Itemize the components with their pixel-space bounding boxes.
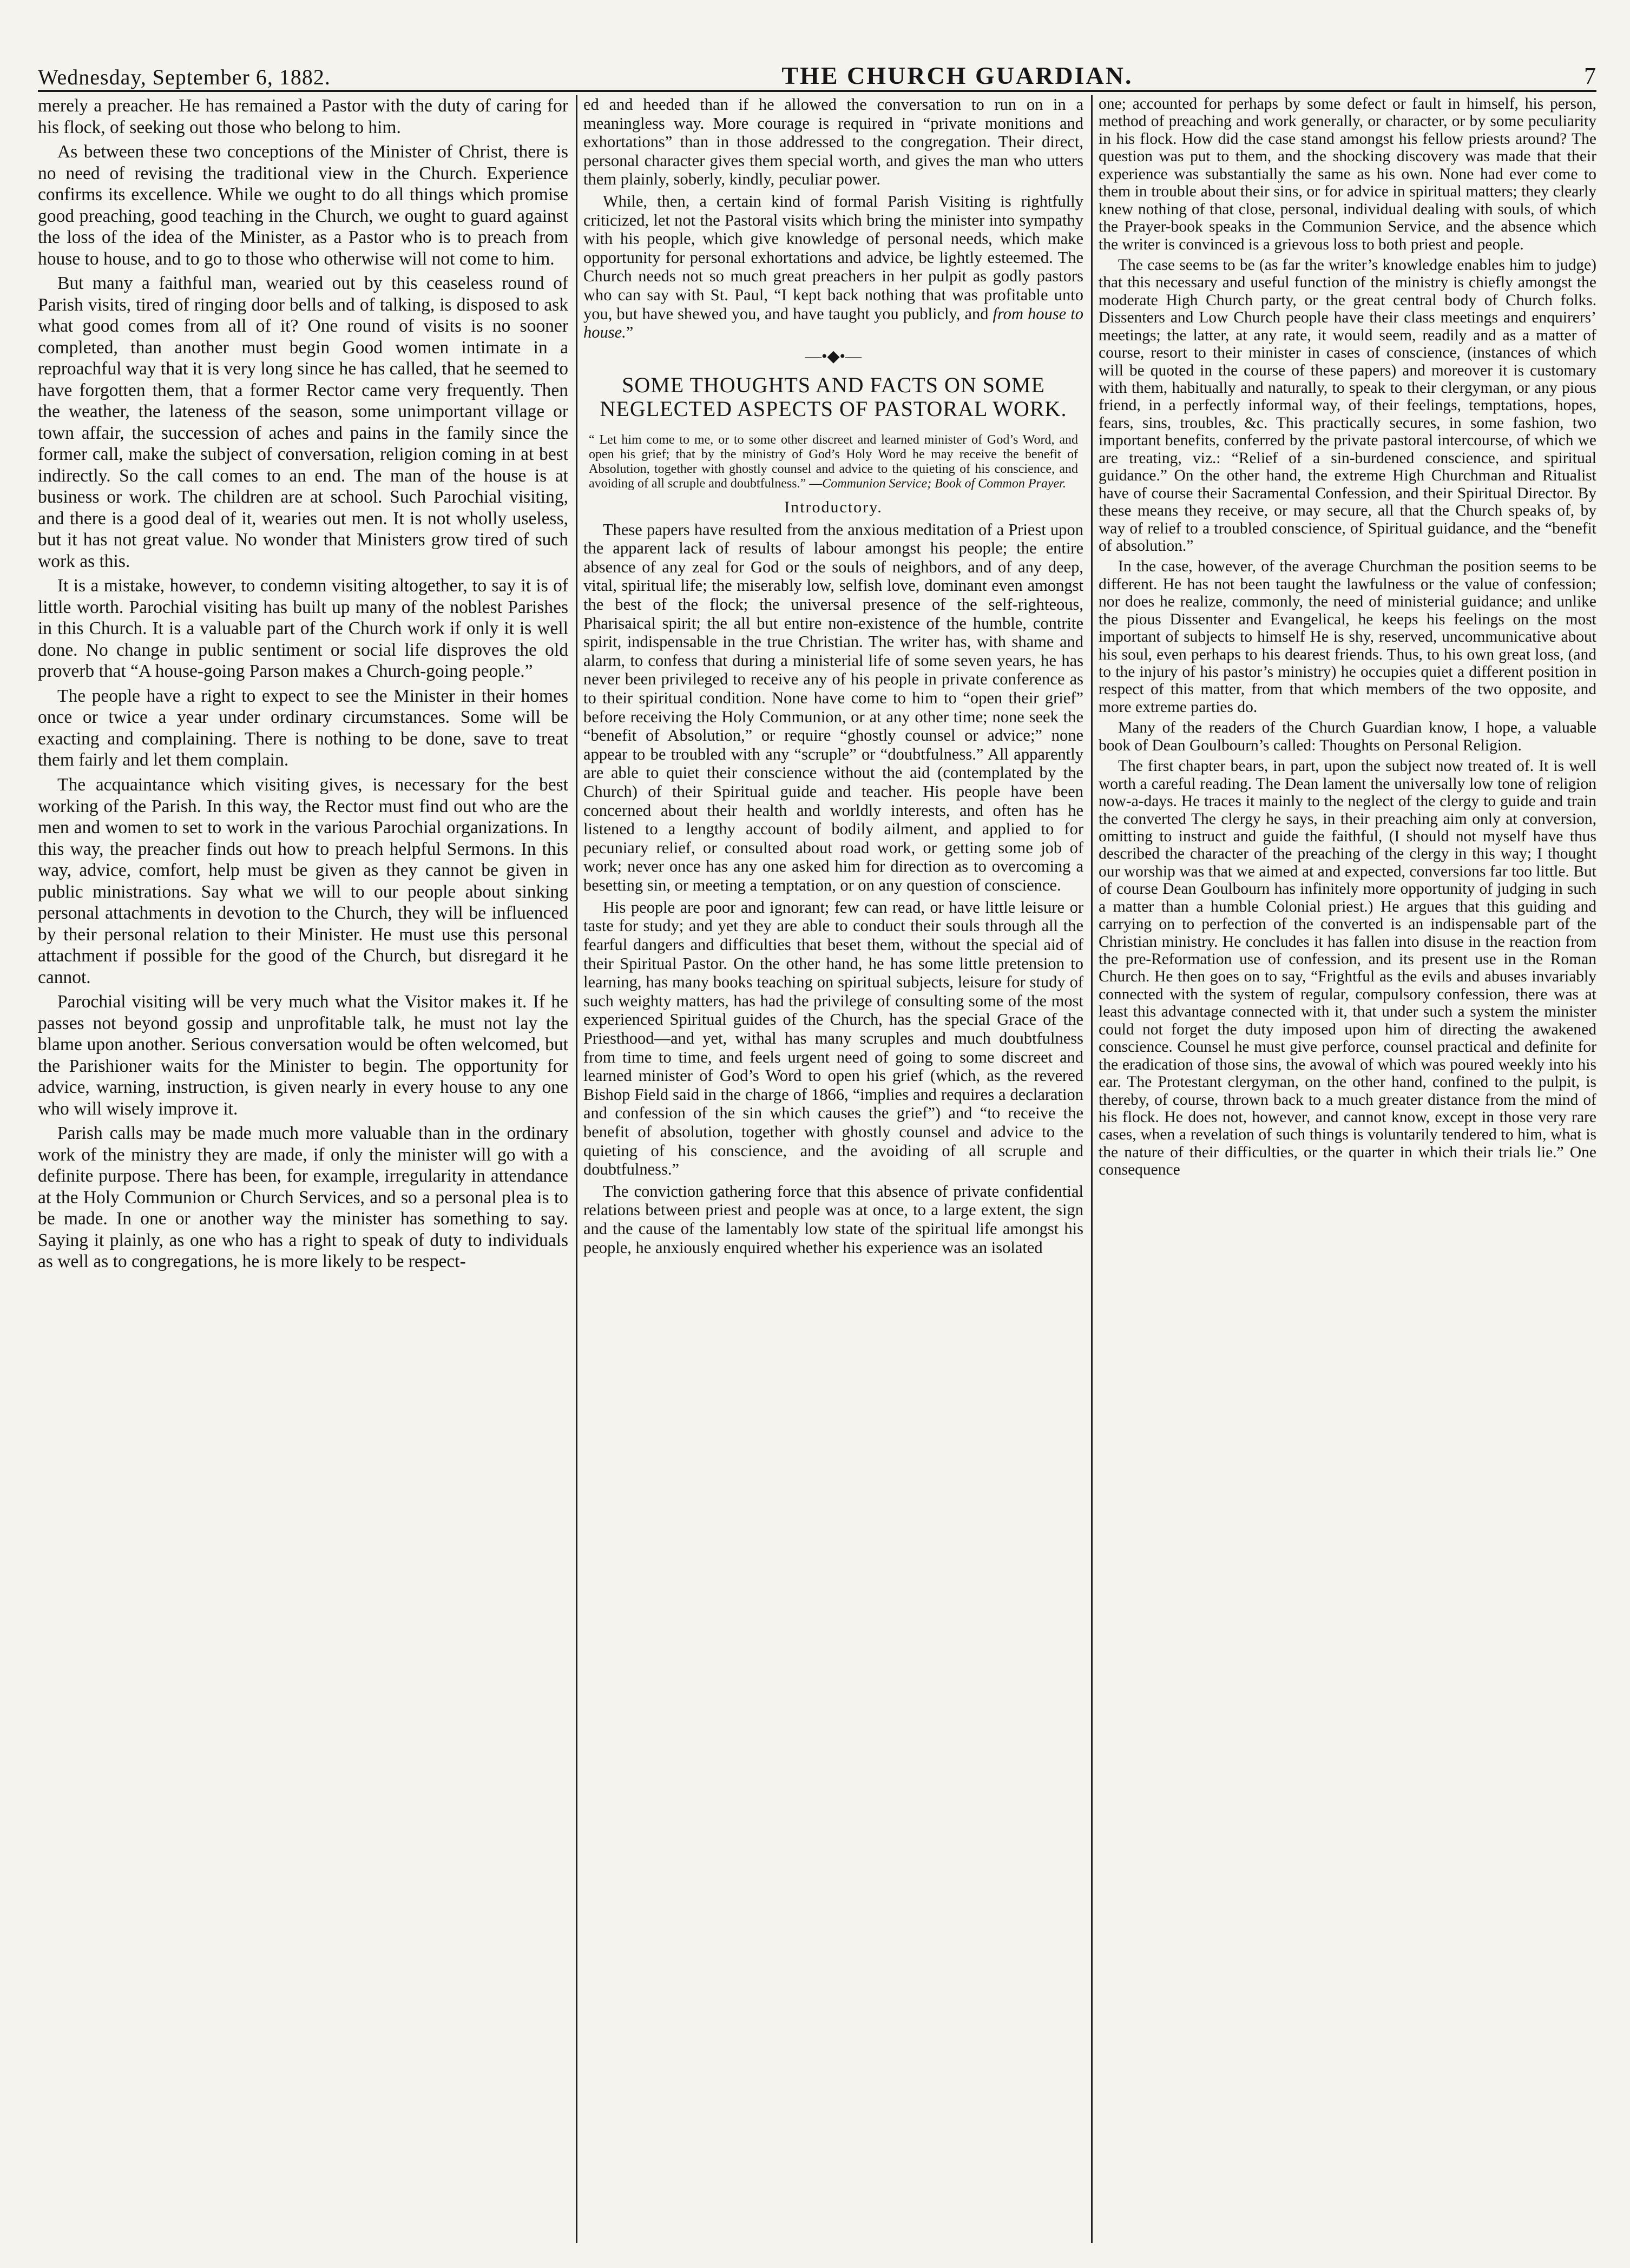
ornamental-divider: —•◆•— [805,347,862,365]
column-1 [38,95,568,2249]
paragraph [583,192,1083,342]
paragraph: Parish calls may be made much more valuable than in the ordinary work of the ministry they are made, if only the minister will go with a definite purpose. There has been, for example, irregularity in attendance at the Holy Communion or Church Services, and so a personal plea is to be made. In one or another way the minister has something to say. Saying it plainly, as one who has a right to speak of duty to individuals as well as to congregations, he is more likely to be respect- [38,1123,568,1272]
paragraph: But many a faithful man, wearied out by this ceaseless round of Parish visits, tired of ringing door bells and of talking, is disposed to ask what good comes from all of it? One round of visits is no sooner completed, than another must begin Good women intimate in a reproachful way that it is very long since he has called, that he seemed to have forgotten them, that a former Rector came very frequently. Then the weather, the lateness of the season, some unimportant village or town affair, the succession of aches and pains in the family since the former call, make the subject of conversation, religion coming in at best indirectly. So the call comes to an end. The man of the house is at business or work. The children are at school. Such Parochial visiting, and there is a good deal of it, wearies out men. It is not wholly useless, but it has not great value. No wonder that Ministers grow tired of such work as this. [38,273,568,571]
article-title: SOME THOUGHTS AND FACTS ON SOME NEGLECTED ASPECTS OF PASTORAL WORK. [600,372,1067,421]
paragraph: In the case, however, of the average Churchman the position seems to be different. He has not been taught the lawfulness or the value of confession; nor does he realize, commonly, the need of ministerial guidance; and unlike the pious Dissenter and Evangelical, he keeps his feelings on the most important of subjects to himself He is shy, reserved, uncommunicative about his soul, even perhaps to his dearest friends. Thus, to his own great loss, (and to the injury of his pastor’s ministry) he occupies quiet a different position in respect of this matter, from that which members of the two opposite, and more extreme parties do. [1099,558,1596,716]
column-2 [583,95,1083,2249]
paragraph: Parochial visiting will be very much what the Visitor makes it. If he passes not beyond gossip and unprofitable talk, he must not lay the blame upon another. Serious conversation would be often welcomed, but the Parishioner waits for the Minister to begin. The opportunity for advice, warning, instruction, is given nearly in every house to any one who will wisely improve it. [38,992,568,1119]
italic-quote: from house to house. [583,304,1083,342]
paragraph-text: While, then, a certain kind of formal Parish Visiting is rightfully criticized, let not the Pastoral visits which bring the minister into sympathy with his people, which give knowledge of personal needs, which make opportunity for personal exhortations and advice, be lightly esteemed. The Church needs not so much great preachers in her pulpit as godly pastors who can say with St. Paul, “I kept back nothing that was profitable unto you, but have shewed you, and have taught you publicly, and [583,192,1083,323]
issue-date: Wednesday, September 6, 1882. [38,65,331,89]
paragraph: The case seems to be (as far the writer’s knowledge enables him to judge) that this necessary and useful function of the ministry is chiefly amongst the moderate High Church party, or the great central body of Church folks. Dissenters and Low Church people have their class meetings and enquirers’ meetings; the latter, at any rate, it would seem, readily and as a matter of course, resort to their minister in cases of conscience, (instances of which will be quoted in the course of these papers) and moreover it is customary with them, habitually and naturally, to speak to their clergyman, or any pious friend, in a perfectly informal way, of their feelings, temptations, hopes, fears, sins, troubles, &c. This practically secures, in some fashion, two important benefits, conferred by the private pastoral intercourse, of which we are treating, viz.: “Relief of a sin-burdened conscience, and spiritual guidance.” On the other hand, the extreme High Churchman and Ritualist have of course their Sacramental Confession, and their Spiritual Director. By these means they receive, or may secure, all that the Church speaks of, by way of relief to a troubled conscience, of Spiritual guidance, and the “benefit of absolution.” [1099,256,1596,555]
epigraph-source: Communion Service; Book of Common Prayer. [822,476,1066,491]
page-header [38,52,1596,92]
paragraph: one; accounted for perhaps by some defect or fault in himself, his person, method of preaching and work generally, or character, or by some peculiarity in his flock. How did the case stand amongst his fellow priests around? The question was put to them, and the shocking discovery was made that their experience was substantially the same as his own. None had ever come to them in trouble about their sins, or for advice in spiritual matters; they clearly knew nothing of that close, personal, individual dealing with souls, of which the Prayer-book speaks in the Communion Service, and the absence which the writer is convinced is a grievous loss to both priest and people. [1099,95,1596,253]
paragraph: The conviction gathering force that this absence of private confidential relations between priest and people was at once, to a large extent, the sign and the cause of the lamentably low state of the spiritual life amongst his people, he anxiously enquired whether his experience was an isolated [583,1182,1083,1257]
paragraph: merely a preacher. He has remained a Pastor with the duty of caring for his flock, of seeking out those who belong to him. [38,96,568,137]
section-subheading: Introductory. [784,498,883,517]
paragraph: The first chapter bears, in part, upon the subject now treated of. It is well worth a careful reading. The Dean lament the universally low tone of religion now-a-days. He traces it mainly to the neglect of the clergy to guide and train the converted The clergy he says, in their preaching aim only at conversion, omitting to instruct and guide the faithful, (I should not myself have thus described the character of the preaching of the clergy in this way; I thought our worship was that we aimed at and expected, conversions far too little. But of course Dean Goulbourn has infinitely more opportunity of judging in such a matter than a humble Colonial priest.) He argues that this guiding and carrying on to perfection of the converted is an indispensable part of the Christian ministry. He concludes it has fallen into disuse in the reaction from the pre-Reformation use of confession, and its present use in the Roman Church. He then goes on to say, “Frightful as the evils and abuses invariably connected with the system of regular, compulsory confession, there was at least this advantage connected with it, that under such a system the minister could not forget the duty imposed upon him of directing the awakened conscience. Counsel he must give perforce, counsel practical and definite for the eradication of those sins, the avowal of which was poured weekly into his ear. The Protestant clergyman, on the other hand, confined to the pulpit, is thereby, of course, thrown back to a much greater distance from the mind of his flock. He does not, however, and cannot know, except in those very rare cases, when a revelation of such things is voluntarily tendered to him, what is the nature of their difficulties, or the quarter in which their trials lie.” One consequence [1099,757,1596,1179]
column-3 [1099,95,1596,2249]
paragraph: The people have a right to expect to see the Minister in their homes once or twice a year under ordinary circumstances. Some will be exacting and complaining. There is nothing to be done, save to treat them fairly and let them complain. [38,685,568,770]
epigraph-text: “ Let him come to me, or to some other discreet and learned minister of God’s Word, and open his grief; that by the ministry of God’s Holy Word he may receive the benefit of Absolution, together with ghostly counsel and advice to the quieting of his conscience, and avoiding of all scruple and doubtfulness.” — [589,432,1078,491]
paragraph: As between these two conceptions of the Minister of Christ, there is no need of revising the traditional view in the Church. Experience confirms its excellence. While we ought to do all things which promise good preaching, good teaching in the Church, we ought to guard against the loss of the idea of the Minister, as a Pastor who is to preach from house to house, and to go to those who otherwise will not come to him. [38,142,568,269]
page-number: 7 [1584,63,1596,89]
article-columns [38,95,1596,2249]
column-divider [1091,95,1093,2243]
paragraph: The acquaintance which visiting gives, is necessary for the best working of the Parish. In this way, the Rector must find out who are the men and women to set to work in the various Parochial organizations. In this way, the preacher finds out how to preach helpful Sermons. In this way, advice, comfort, help must be given as they cannot be given in public ministrations. Say what we will to our people about sinking personal attachments in devotion to the Church, they will be influenced by their personal relation to their Minister. He must use this personal attachment if possible for the good of the Church, but disregard it he cannot. [38,774,568,987]
column-divider [576,95,577,2243]
paragraph: These papers have resulted from the anxious meditation of a Priest upon the apparent lack of results of labour amongst his people; the entire absence of any zeal for God or the souls of neighbors, and of any deep, vital, spiritual life; the miserably low, selfish love, dominant even amongst the best of the flock; the universal presence of the self-righteous, Pharisaical spirit; the all but entire non-existence of the humble, contrite spirit, indispensable in the true Christian. The writer has, with shame and alarm, to confess that during a ministerial life of some seven years, he has never been privileged to receive any of his people in private conference as to their spiritual condition. None have come to him to “open their grief” before receiving the Holy Communion, or at any other time; none seek the “benefit of Absolution,” or require “ghostly counsel or advice;” none appear to be troubled with any “scruple” or “doubtfulness.” All apparently are able to quiet their conscience without the aid (contemplated by the Church) of their Spiritual guide and teacher. His people have been concerned about their health and worldly interests, and often has he listened to a lengthy account of bodily ailment, and applied to for pecuniary relief, or consulted about road work, or getting some job of work; never once has any one asked him for direction as to overcoming a besetting sin, or meeting a temptation, or on any question of conscience. [583,520,1083,895]
paragraph: Many of the readers of the Church Guardian know, I hope, a valuable book of Dean Goulbourn’s called: Thoughts on Personal Religion. [1099,719,1596,754]
closing-quote: ” [626,323,634,342]
publication-title: THE CHURCH GUARDIAN. [781,62,1133,89]
paragraph: ed and heeded than if he allowed the conversation to run on in a meaningless way. More courage is required in “private monitions and exhortations” than in those addressed to the congregation. Their direct, personal character gives them special worth, and gives the man who utters them plainly, soberly, kindly, peculiar power. [583,95,1083,189]
paragraph: It is a mistake, however, to condemn visiting altogether, to say it is of little worth. Parochial visiting has built up many of the noblest Parishes in this Church. It is a valuable part of the Church work if only it is well done. No change in public sentiment or social life disproves the old proverb that “A house-going Parson makes a Church-going people.” [38,576,568,682]
epigraph [589,433,1078,491]
paragraph: His people are poor and ignorant; few can read, or have little leisure or taste for study; and yet they are able to conduct their souls through all the fearful dangers and difficulties that beset them, without the special aid of their Spiritual Pastor. On the other hand, he has some little pretension to learning, has many books teaching on spiritual subjects, leisure for study of such weighty matters, has had the privilege of consulting some of the most experienced Spiritual guides of the Church, has the special Grace of the Priesthood—and yet, withal has many scruples and much doubtfulness from time to time, and feels urgent need of going to some discreet and learned minister of God’s Word to open his grief (which, as the revered Bishop Field said in the charge of 1866, “implies and requires a declaration and confession of the sin which causes the grief”) and “to receive the benefit of absolution, together with ghostly counsel and advice to the quieting of his conscience, and the avoiding of all scruple and doubtfulness.” [583,898,1083,1179]
